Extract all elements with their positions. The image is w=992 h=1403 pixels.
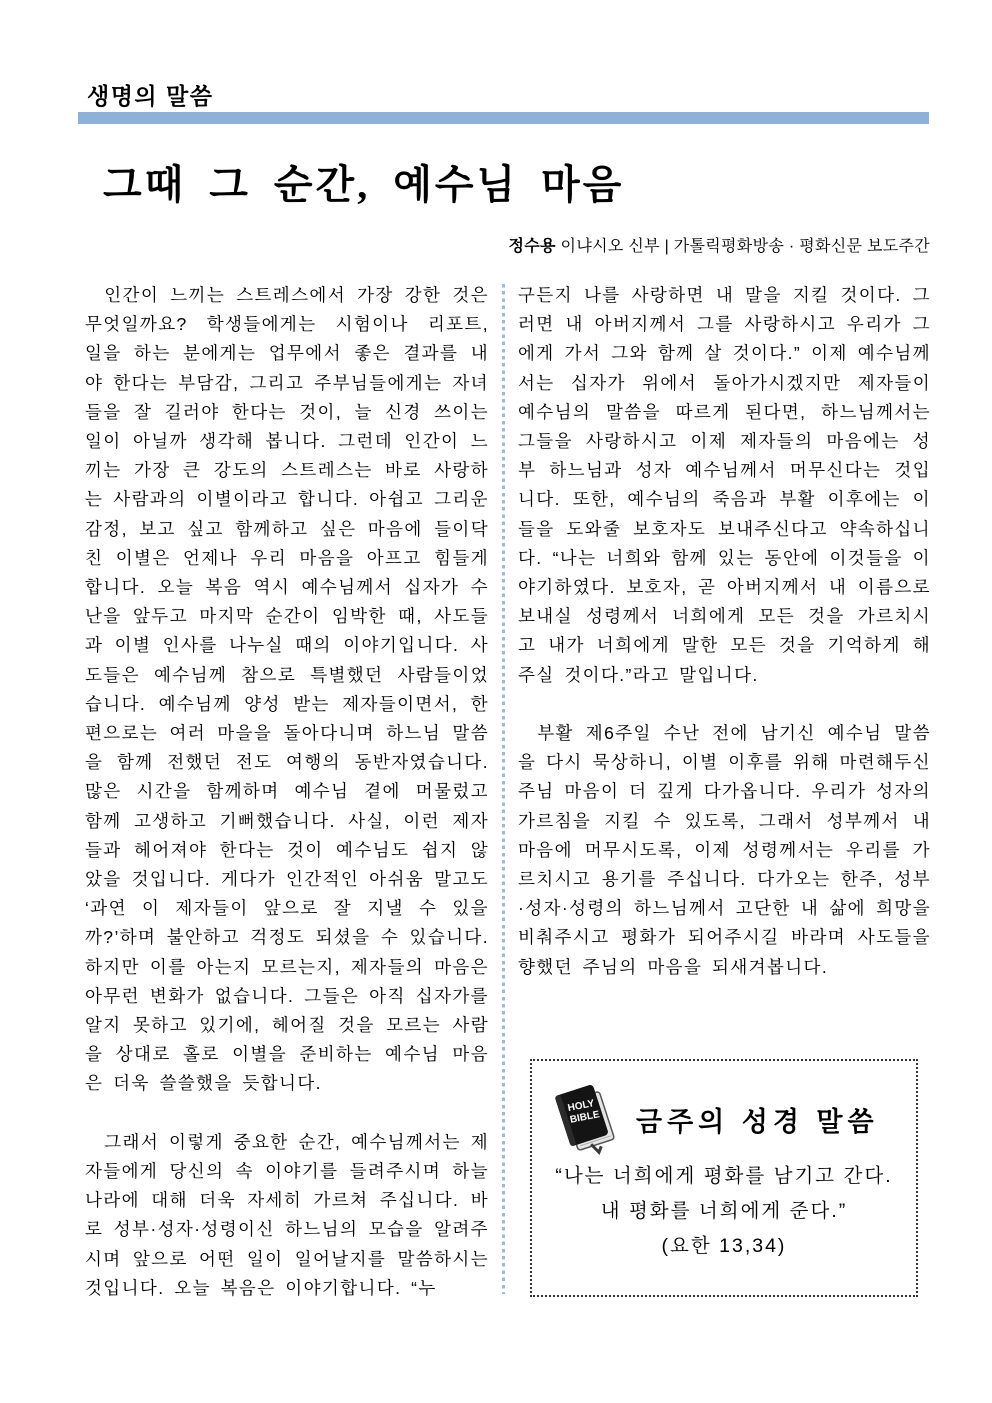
scripture-quote-line: “나는 너희에게 평화를 남기고 간다.	[555, 1165, 893, 1187]
byline-role: 이냐시오 신부 | 가톨릭평화방송 · 평화신문 보도주간	[555, 238, 930, 255]
scripture-box	[530, 1059, 918, 1297]
column-divider	[502, 284, 505, 1294]
article-column-right	[518, 281, 931, 982]
byline	[509, 233, 930, 256]
paragraph: 인간이 느끼는 스트레스에서 가장 강한 것은 무엇일까요? 학생들에게는 시험이나 리포트, 일을 하는 분에게는 업무에서 좋은 결과를 내야 한다는 부담감, 그리고 주부님들에게는 자녀들을 잘 길러야 한다는 것이, 늘 신경 쓰이는 일이 아닐까 생각해 봅니다. 그런데 인간이 느끼는 가장 큰 강도의 스트레스는 바로 사랑하는 사람과의 이별이라고 합니다. 아쉽고 그리운 감정, 보고 싶고 함께하고 싶은 마음에 들이닥친 이별은 언제나 우리 마음을 아프고 힘들게 합니다. 오늘 복음 역시 예수님께서 십자가 수난을 앞두고 마지막 순간이 임박한 때, 사도들과 이별 인사를 나누실 때의 이야기입니다. 사도들은 예수님께 참으로 특별했던 사람들이었습니다. 예수님께 양성 받는 제자들이면서, 한편으로는 여러 마을을 돌아다니며 하느님 말씀을 함께 전했던 전도 여행의 동반자였습니다. 많은 시간을 함께하며 예수님 곁에 머물렀고 함께 고생하고 기뻐했습니다. 사실, 이런 제자들과 헤어져야 한다는 것이 예수님도 쉽지 않았을 것입니다. 게다가 인간적인 아쉬움 말고도 ‘과연 이 제자들이 앞으로 잘 지낼 수 있을까?’하며 불안하고 걱정도 되셨을 수 있습니다. 하지만 이를 아는지 모르는지, 제자들의 마음은 아무런 변화가 없습니다. 그들은 아직 십자가를 알지 못하고 있기에, 헤어질 것을 모르는 사람을 상대로 홀로 이별을 준비하는 예수님 마음은 더욱 쓸쓸했을 듯합니다.	[85, 285, 489, 1094]
bible-cover-text-line2: BIBLE	[569, 1109, 601, 1126]
paragraph: 부활 제6주일 수난 전에 남기신 예수님 말씀을 다시 묵상하니, 이별 이후를 위해 마련해두신 주님 마음이 더 깊게 다가옵니다. 우리가 성자의 가르침을 지킬 수 있도록, 그래서 성부께서 내 마음에 머무시도록, 이제 성령께서는 우리를 가르치시고 용기를 주십니다. 다가오는 한주, 성부·성자·성령의 하느님께서 고단한 내 삶에 희망을 비춰주시고 평화가 되어주시길 바라며 사도들을 향했던 주님의 마음을 되새겨봅니다.	[518, 723, 931, 977]
paragraph: 그래서 이렇게 중요한 순간, 예수님께서는 제자들에게 당신의 속 이야기를 들려주시며 하늘나라에 대해 더욱 자세히 가르쳐 주십니다. 바로 성부·성자·성령이신 하느님의 모습을 알려주시며 앞으로 어떤 일이 일어날지를 말씀하시는 것입니다. 오늘 복음은 이야기합니다. “누	[85, 1131, 489, 1298]
section-kicker: 생명의 말씀	[87, 83, 214, 109]
bible-cover-text-line1: HOLY	[566, 1098, 596, 1115]
byline-author: 정수용	[508, 238, 556, 255]
scripture-reference: (요한 13,34)	[661, 1235, 787, 1257]
article-title: 그때 그 순간, 예수님 마음	[103, 162, 625, 207]
paragraph: 구든지 나를 사랑하면 내 말을 지킬 것이다. 그러면 내 아버지께서 그를 사랑하시고 우리가 그에게 가서 그와 함께 살 것이다.” 이제 예수님께서는 십자가 위에서 돌아가시겠지만 제자들이 예수님의 말씀을 따르게 된다면, 하느님께서는 그들을 사랑하시고 이제 제자들의 마음에는 성부 하느님과 성자 예수님께서 머무신다는 것입니다. 또한, 예수님의 죽음과 부활 이후에는 이들을 도와줄 보호자도 보내주신다고 약속하십니다. “나는 너희와 함께 있는 동안에 이것들을 이야기하였다. 보호자, 곧 아버지께서 내 이름으로 보내실 성령께서 너희에게 모든 것을 가르치시고 내가 너희에게 말한 모든 것을 기억하게 해 주실 것이다.”라고 말입니다.	[518, 285, 931, 685]
holy-bible-icon	[554, 1081, 616, 1157]
header-accent-bar	[78, 112, 929, 124]
article-column-left	[85, 281, 489, 1303]
scripture-quote	[532, 1159, 916, 1264]
scripture-quote-line: 내 평화를 너희에게 준다.”	[600, 1200, 848, 1222]
scripture-box-header	[554, 1081, 896, 1157]
scripture-box-heading: 금주의 성경 말씀	[636, 1106, 879, 1137]
